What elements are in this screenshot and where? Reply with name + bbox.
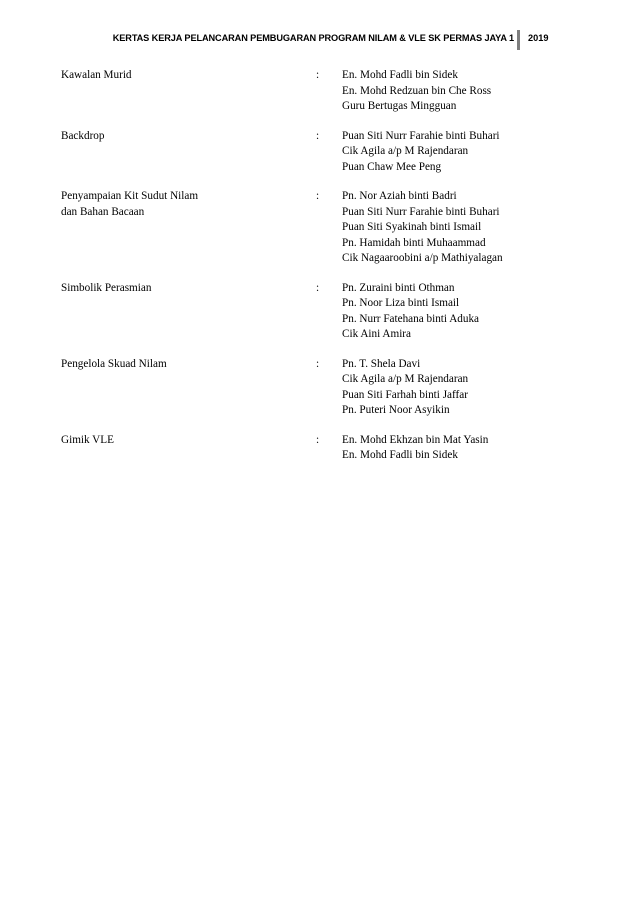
member-name: Puan Siti Nurr Farahie binti Buhari <box>342 129 500 142</box>
separator-colon: : <box>316 69 320 81</box>
separator-colon: : <box>316 357 320 370</box>
member-name: Pn. Noor Liza binti Ismail <box>342 297 460 309</box>
member-name: Pn. Nor Aziah binti Badri <box>342 190 457 202</box>
committee-list <box>61 68 581 478</box>
committee-label: Simbolik Perasmian <box>61 281 152 294</box>
separator-colon: : <box>316 190 320 202</box>
member-names <box>342 129 500 176</box>
member-name: Pn. Hamidah binti Muhaammad <box>342 236 486 249</box>
member-name: Pn. Puteri Noor Asyikin <box>342 404 450 416</box>
committee-label: Backdrop <box>61 129 105 142</box>
separator-colon: : <box>316 129 320 142</box>
member-names <box>342 433 488 464</box>
member-name: Puan Siti Farhah binti Jaffar <box>342 388 468 401</box>
member-name: Puan Siti Syakinah binti Ismail <box>342 221 482 233</box>
member-name: Cik Nagaaroobini a/p Mathiyalagan <box>342 252 503 264</box>
separator-colon: : <box>316 433 320 446</box>
document-title: KERTAS KERJA PELANCARAN PEMBUGARAN PROGRAM NILAM & VLE SK PERMAS JAYA 1 <box>112 33 514 43</box>
member-name: En. Mohd Redzuan bin Che Ross <box>342 84 492 97</box>
committee-row <box>61 433 581 464</box>
member-name: En. Mohd Ekhzan bin Mat Yasin <box>342 433 489 446</box>
committee-row <box>61 68 581 115</box>
header-divider <box>517 30 520 50</box>
member-names <box>342 68 491 115</box>
member-name: Pn. T. Shela Davi <box>342 357 421 370</box>
committee-row <box>61 357 581 419</box>
member-name: En. Mohd Fadli bin Sidek <box>342 69 458 81</box>
member-name: Puan Siti Nurr Farahie binti Buhari <box>342 205 500 218</box>
member-name: Cik Agila a/p M Rajendaran <box>342 145 469 157</box>
member-name: Pn. Zuraini binti Othman <box>342 281 455 294</box>
committee-label: Penyampaian Kit Sudut Nilam dan Bahan Bacaan <box>61 190 199 218</box>
committee-label: Gimik VLE <box>61 433 114 446</box>
committee-row <box>61 281 581 343</box>
page-header <box>0 30 638 50</box>
separator-colon: : <box>316 281 320 294</box>
member-names <box>342 281 479 343</box>
member-name: Puan Chaw Mee Peng <box>342 160 442 173</box>
member-name: Cik Aini Amira <box>342 328 411 340</box>
member-names <box>342 357 468 419</box>
member-name: Cik Agila a/p M Rajendaran <box>342 373 469 385</box>
document-year: 2019 <box>528 33 549 43</box>
member-name: En. Mohd Fadli bin Sidek <box>342 449 458 461</box>
committee-row <box>61 129 581 176</box>
member-names <box>342 189 503 267</box>
committee-label: Pengelola Skuad Nilam <box>61 357 167 370</box>
committee-label: Kawalan Murid <box>61 69 132 81</box>
member-name: Guru Bertugas Mingguan <box>342 100 457 112</box>
member-name: Pn. Nurr Fatehana binti Aduka <box>342 312 480 325</box>
committee-row <box>61 189 581 267</box>
